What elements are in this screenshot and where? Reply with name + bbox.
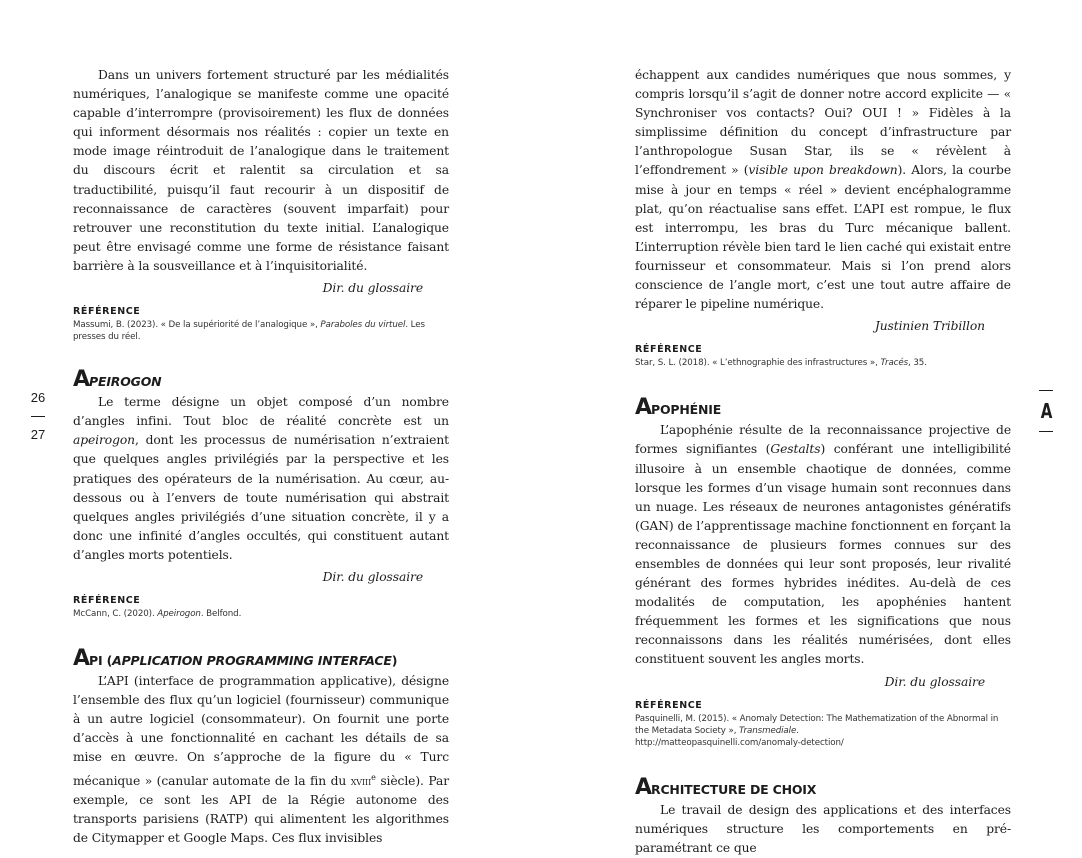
reference-label: RÉFÉRENCE (73, 595, 141, 607)
architecture-paragraph: Le travail de design des applications et des interfaces numériques structure les comportements en pré-paramétrant ce que (635, 802, 1011, 855)
api-paragraph: L’API (interface de programmation applicative), désigne l’ensemble des flux qu’un logiciel (fournisseur) communique à un autre logiciel (consommateur). On fournit une porte d’accès à une fonctionnalité en cachant les détails de sa mise en œuvre. On s’approche de la figure du « Turc mécanique » (canular automate de la fin du xviii$^e$ siècle). Par exemple, ce sont les API de la Régie autonome des transports parisiens (RATP) qui alimentent les algorithmes de Citymapper et Google Maps. Ces flux invisibles (73, 674, 449, 845)
apophenie-paragraph: L’apophénie résulte de la reconnaissance projective de formes signifiantes (Gestalts) conférant une intelligibilité illusoire à un ensemble chaotique de données, comme lorsque les formes d’un visage humain sont reconnues dans un nuage. Les réseaux de neurones antagonistes génératifs (GAN) de l’apprentissage machine fonctionnent en forçant la reconnaissance de plusieurs formes connues sur des ensembles de données qui leur sont proposés, leur rivalité générant des formes hybrides inédites. Au-delà de ces modalités de computation, les apophénies hantent fréquemment les formes et les significations que nous reconnaissons dans les réalités numérisées, dont elles constituent souvent les angles morts. (635, 423, 1011, 667)
apophenie-reference (635, 699, 1011, 749)
thumb-letter: A (1040, 399, 1053, 423)
reference-label: RÉFÉRENCE (635, 699, 703, 711)
folio (30, 390, 46, 443)
entry-title-architecture: ARCHITECTURE DE CHOIX (635, 774, 817, 800)
intro-signature: Dir. du glossaire (322, 281, 423, 296)
apophenie-signature: Dir. du glossaire (884, 674, 985, 689)
api-reference (635, 343, 1011, 369)
reference-label: RÉFÉRENCE (635, 344, 703, 356)
right-column (635, 66, 1011, 858)
entry-title-apeirogon: APEIROGON (73, 367, 162, 393)
page-number-left: 26 (30, 390, 46, 405)
reference-text: Massumi, B. (2023). « De la supériorité de l’analogique », Paraboles du virtuel. Les presses du réel. (73, 320, 425, 343)
apeirogon-reference (73, 594, 449, 620)
reference-label: RÉFÉRENCE (73, 306, 141, 318)
thumb-index (1039, 390, 1053, 432)
apeirogon-signature: Dir. du glossaire (322, 569, 423, 584)
thumb-rule-top (1039, 390, 1053, 391)
reference-text: McCann, C. (2020). Apeirogon. Belfond. (73, 609, 242, 620)
api-signature: Justinien Tribillon (874, 319, 985, 334)
api-continued-paragraph: échappent aux candides numériques que nous sommes, y compris lorsqu’il s’agit de donner notre accord explicite — « Synchroniser vos contacts? Oui? OUI ! » Fidèles à la simplissime définition du concept d’infrastructure par l’anthropologue Susan Star, ils se « révèlent à l’effondrement » (visible upon breakdown). Alors, la courbe mise à jour en temps « réel » devient encéphalogramme plat, qu’on réactualise sans effet. L’API est rompue, le flux est interrompu, les bras du Turc mécanique ballent. L’interruption révèle bien tard le lien caché qui existait entre fournisseur et consommateur. Mais si l’on prend alors conscience de l’angle mort, c’est une tout autre affaire de réparer le pipeline numérique. (635, 68, 1011, 312)
reference-text: Star, S. L. (2018). « L’ethnographie des infrastructures », Tracés, 35. (635, 358, 927, 369)
page-number-right: 27 (30, 427, 46, 442)
intro-reference (73, 305, 449, 343)
intro-paragraph: Dans un univers fortement structuré par les médialités numériques, l’analogique se manifeste comme une opacité capable d’interrompre (provisoirement) les flux de données qui informent désormais nos réalités : copier un texte en mode image réintroduit de l’analogique dans le traitement du discours écrit et ralentit sa circulation et sa traductibilité, puisqu’il faut recourir à un dispositif de reconnaissance de caractères (souvent imparfait) pour retrouver une reconstitution du texte initial. L’analogique peut être envisagé comme une forme de résistance faisant barrière à la sousveillance et à l’inquisitorialité. (73, 68, 449, 273)
entry-title-api: API (APPLICATION PROGRAMMING INTERFACE) (73, 646, 398, 672)
apeirogon-paragraph: Le terme désigne un objet composé d’un nombre d’angles infini. Tout bloc de réalité concrète est un apeirogon, dont les processus de numérisation n’extraient que quelques angles privilégiés par la perspective et les pratiques des opérateurs de la numérisation. Au cœur, au-dessous ou à l’envers de toute numérisation qui abstrait quelques angles privilégiés d’une situation concrète, il y a donc une infinité d’angles occultés, qui constituent autant d’angles morts potentiels. (73, 395, 449, 562)
left-column (73, 66, 449, 848)
reference-url[interactable]: http://matteopasquinelli.com/anomaly-detection/ (635, 737, 844, 748)
reference-text: Pasquinelli, M. (2015). « Anomaly Detection: The Mathematization of the Abnormal in the Metadata Society », Transmediale. (635, 713, 999, 736)
folio-divider (31, 416, 45, 417)
thumb-rule-bottom (1039, 431, 1053, 432)
entry-title-apophenie: APOPHÉNIE (635, 395, 722, 421)
